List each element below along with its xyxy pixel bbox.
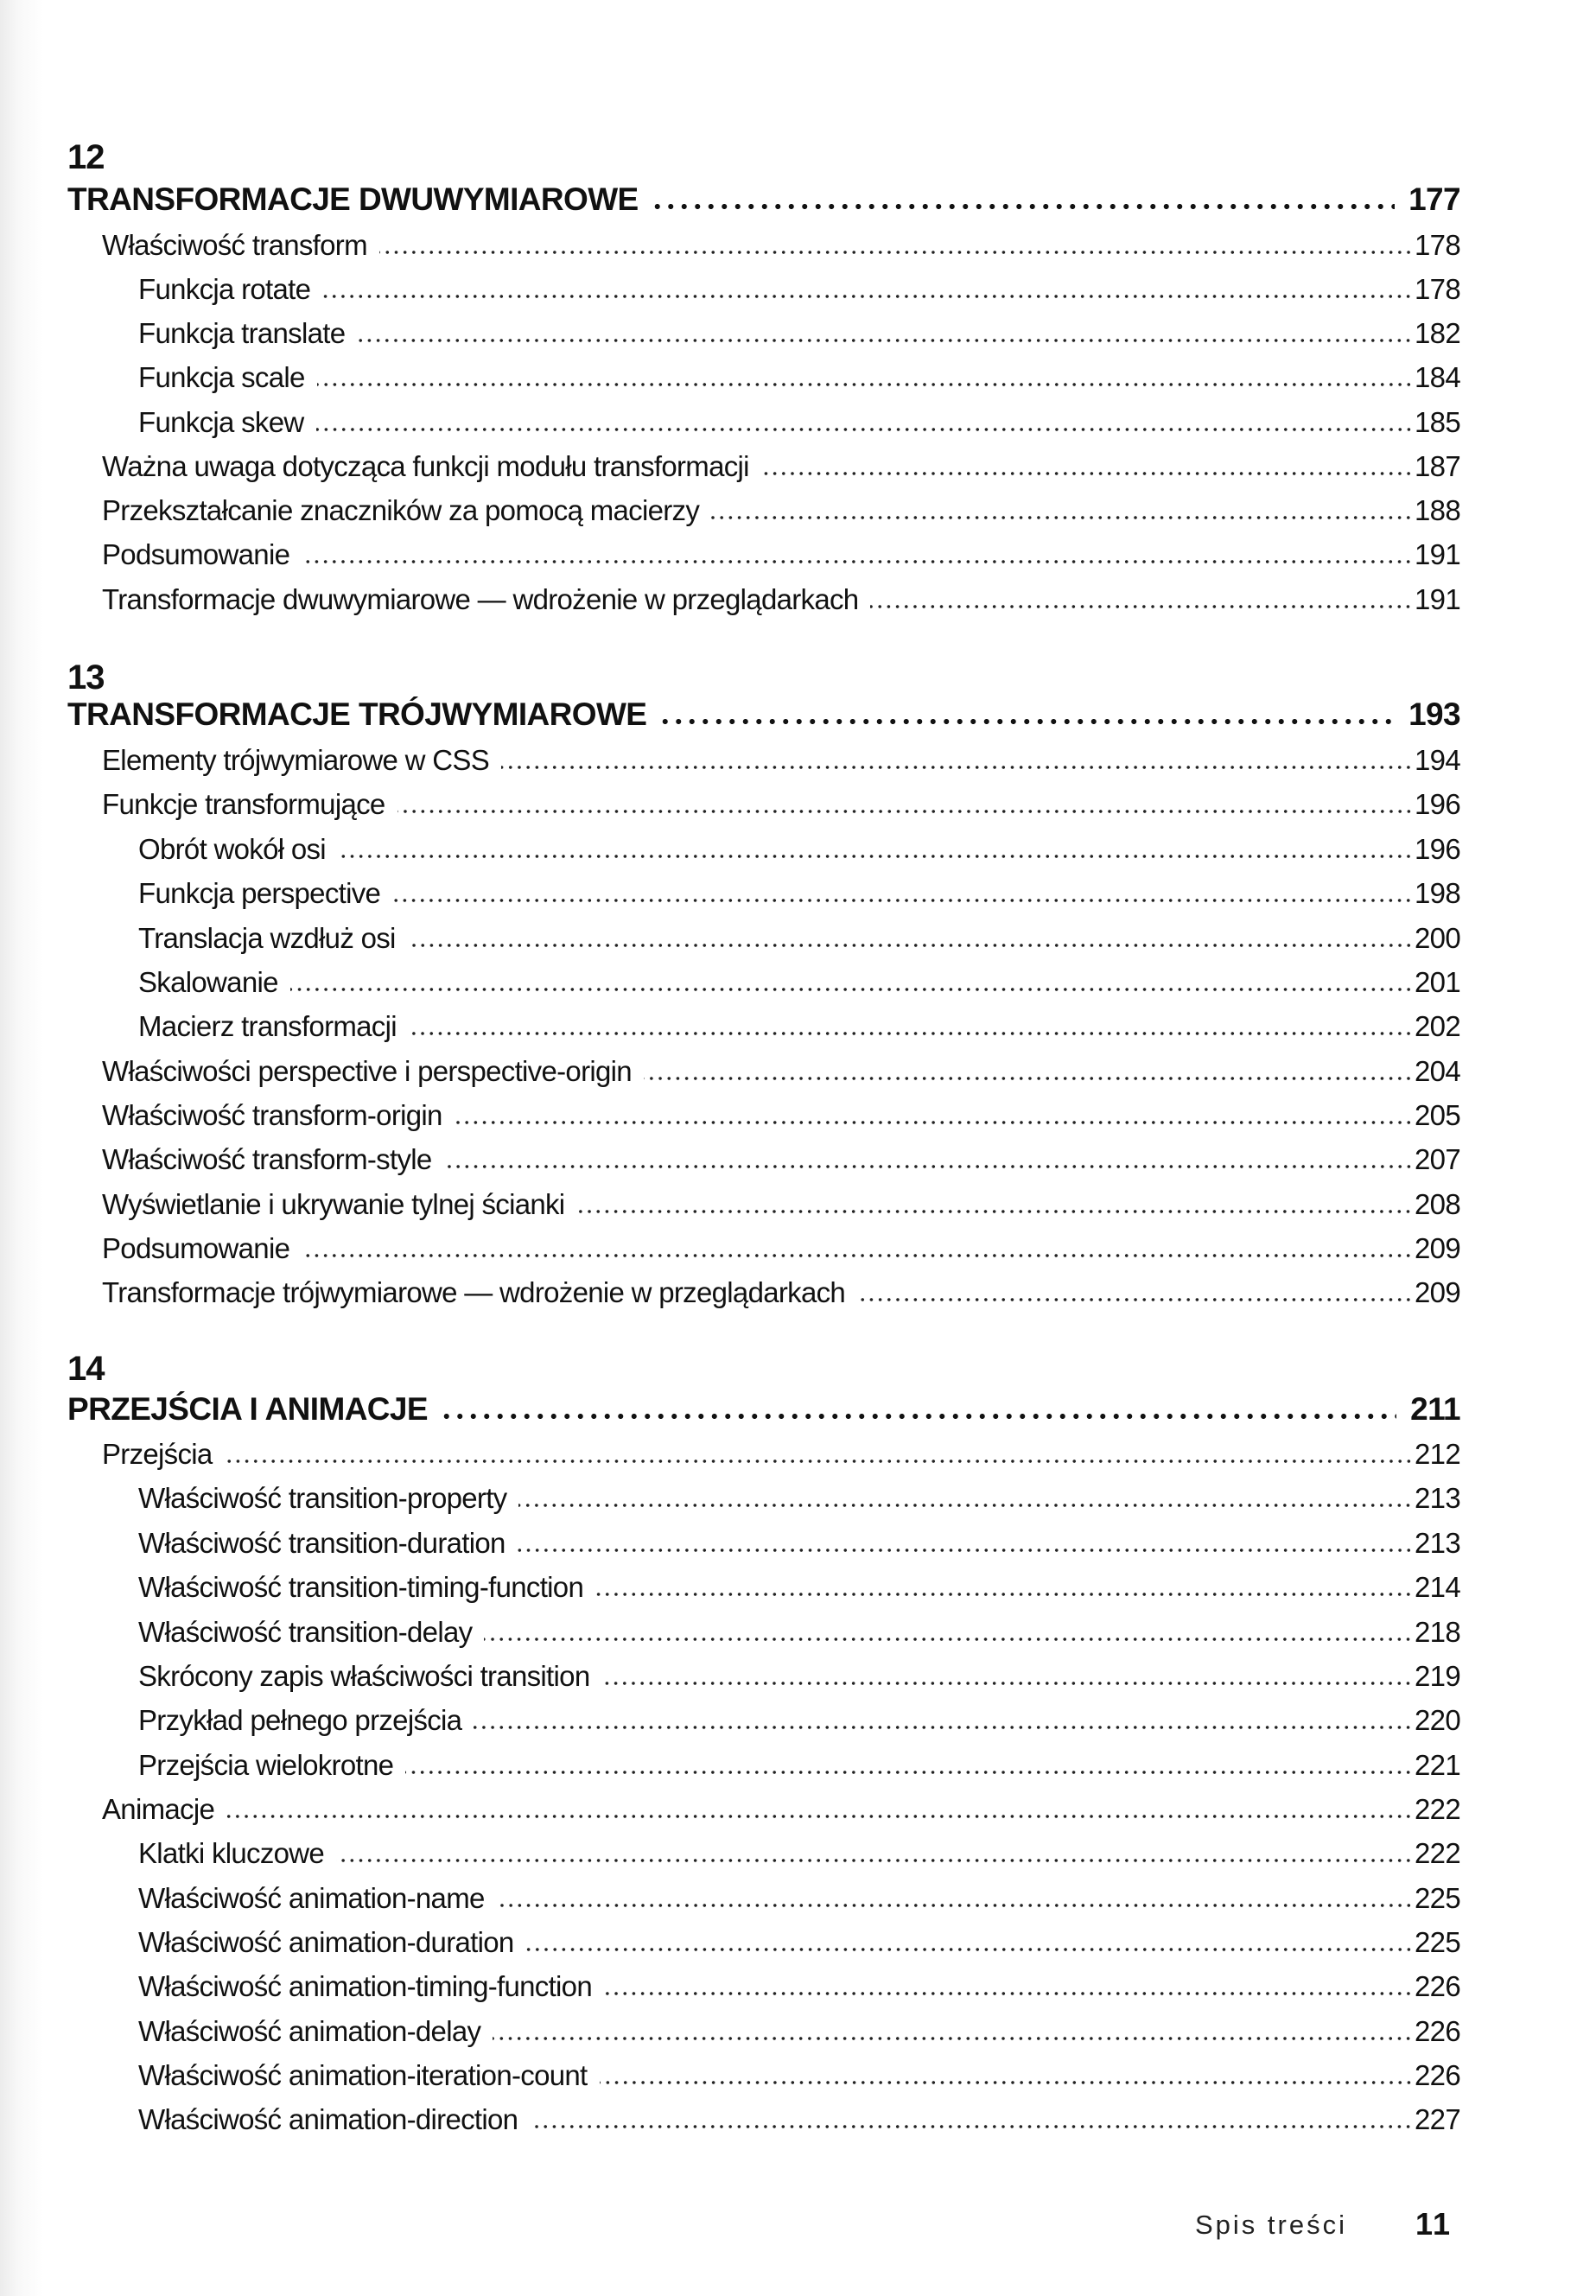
- chapter-page: 193: [1408, 696, 1460, 732]
- chapter-heading[interactable]: [67, 176, 1460, 219]
- toc-entry[interactable]: [102, 487, 1460, 530]
- entry-page: 225: [1415, 1882, 1460, 1914]
- entry-label: Funkcja translate: [138, 317, 346, 349]
- entry-label: Skalowanie: [138, 966, 278, 998]
- entry-label: Translacja wzdłuż osi: [138, 922, 396, 954]
- toc-entry[interactable]: [102, 1047, 1460, 1091]
- entry-page: 178: [1415, 273, 1460, 305]
- entry-label: Wyświetlanie i ukrywanie tylnej ścianki: [102, 1188, 565, 1220]
- entry-page: 200: [1415, 922, 1460, 954]
- dot-leader: [711, 514, 1413, 521]
- entry-label: Właściwość animation-timing-function: [138, 1970, 592, 2002]
- toc-entry[interactable]: [138, 914, 1460, 957]
- entry-page: 196: [1415, 788, 1460, 820]
- entry-label: Przykład pełnego przejścia: [138, 1704, 462, 1736]
- entry-label: Transformacje dwuwymiarowe — wdrożenie w przeglądarkach: [102, 583, 859, 615]
- entry-label: Przejścia wielokrotne: [138, 1749, 394, 1781]
- dot-leader: [501, 764, 1413, 771]
- entry-label: Podsumowanie: [102, 538, 290, 570]
- entry-label: Funkcja skew: [138, 406, 304, 438]
- dot-leader: [290, 986, 1413, 993]
- entry-label: Właściwość animation-delay: [138, 2015, 481, 2047]
- toc-entry[interactable]: [138, 1608, 1460, 1651]
- entry-page: 222: [1415, 1793, 1460, 1825]
- entry-label: Właściwość transform-style: [102, 1143, 432, 1175]
- entry-page: 191: [1415, 538, 1460, 570]
- toc-entry[interactable]: [138, 1696, 1460, 1739]
- dot-leader: [497, 1902, 1413, 1909]
- entry-page: 226: [1415, 1970, 1460, 2002]
- dot-leader: [397, 808, 1413, 815]
- toc-entry[interactable]: [138, 1474, 1460, 1517]
- entry-label: Funkcja perspective: [138, 877, 381, 909]
- dot-leader: [392, 897, 1413, 904]
- chapter-number: 13: [67, 658, 105, 696]
- chapter-number: 12: [67, 138, 105, 176]
- entry-label: Podsumowanie: [102, 1232, 290, 1264]
- dot-leader: [595, 1591, 1413, 1598]
- entry-page: 222: [1415, 1837, 1460, 1869]
- entry-label: Właściwość transition-timing-function: [138, 1571, 584, 1603]
- toc-entry[interactable]: [102, 1135, 1460, 1179]
- entry-page: 221: [1415, 1749, 1460, 1781]
- entry-page: 194: [1415, 744, 1460, 776]
- toc-entry[interactable]: [102, 1785, 1460, 1829]
- toc-entry[interactable]: [138, 869, 1460, 913]
- toc-entry[interactable]: [102, 736, 1460, 779]
- entry-page: 214: [1415, 1571, 1460, 1603]
- toc-entry[interactable]: [138, 958, 1460, 1002]
- dot-leader: [302, 1252, 1413, 1259]
- dot-leader: [440, 1411, 1396, 1421]
- toc-entry[interactable]: [138, 265, 1460, 308]
- toc-entry[interactable]: [138, 1741, 1460, 1784]
- toc-entry[interactable]: [138, 353, 1460, 397]
- entry-label: Przejścia: [102, 1438, 213, 1470]
- entry-page: 209: [1415, 1232, 1460, 1264]
- entry-label: Właściwość transition-delay: [138, 1616, 473, 1648]
- dot-leader: [651, 201, 1395, 212]
- dot-leader: [604, 1990, 1413, 1997]
- chapter-page: 177: [1408, 181, 1460, 217]
- toc-entry[interactable]: [138, 398, 1460, 442]
- entry-page: 207: [1415, 1143, 1460, 1175]
- dot-leader: [322, 293, 1413, 300]
- toc-entry[interactable]: [102, 442, 1460, 486]
- dot-leader: [226, 1813, 1413, 1820]
- entry-page: 188: [1415, 494, 1460, 526]
- dot-leader: [405, 1769, 1413, 1776]
- dot-leader: [857, 1296, 1413, 1303]
- toc-entry[interactable]: [138, 1002, 1460, 1046]
- footer-section-label: Spis treści: [1195, 2210, 1347, 2240]
- toc-entry[interactable]: [138, 1652, 1460, 1695]
- dot-leader: [474, 1724, 1413, 1731]
- dot-leader: [493, 2035, 1413, 2042]
- toc-entry[interactable]: [138, 1519, 1460, 1562]
- entry-label: Elementy trójwymiarowe w CSS: [102, 744, 490, 776]
- dot-leader: [484, 1636, 1413, 1643]
- entry-page: 182: [1415, 317, 1460, 349]
- entry-page: 226: [1415, 2015, 1460, 2047]
- entry-page: 185: [1415, 406, 1460, 438]
- entry-label: Skrócony zapis właściwości transition: [138, 1660, 590, 1692]
- chapter-title: PRZEJŚCIA I ANIMACJE: [67, 1391, 428, 1427]
- dot-leader: [644, 1075, 1413, 1082]
- dot-leader: [409, 1030, 1413, 1037]
- dot-leader: [600, 2079, 1414, 2086]
- entry-label: Funkcje transformujące: [102, 788, 385, 820]
- entry-page: 225: [1415, 1926, 1460, 1958]
- dot-leader: [302, 558, 1413, 565]
- toc-entry[interactable]: [102, 1269, 1460, 1312]
- entry-page: 201: [1415, 966, 1460, 998]
- dot-leader: [317, 381, 1413, 388]
- entry-label: Obrót wokół osi: [138, 833, 326, 865]
- toc-entry[interactable]: [138, 1874, 1460, 1918]
- dot-leader: [336, 1857, 1413, 1864]
- entry-page: 208: [1415, 1188, 1460, 1220]
- toc-entry[interactable]: [138, 2051, 1460, 2095]
- entry-page: 205: [1415, 1099, 1460, 1131]
- dot-leader: [658, 716, 1395, 727]
- dot-leader: [444, 1163, 1414, 1170]
- toc-entry[interactable]: [102, 1430, 1460, 1473]
- entry-label: Klatki kluczowe: [138, 1837, 325, 1869]
- toc-entry[interactable]: [102, 1224, 1460, 1268]
- entry-page: 187: [1415, 450, 1460, 482]
- dot-leader: [530, 2123, 1413, 2130]
- dot-leader: [316, 426, 1414, 433]
- dot-leader: [761, 470, 1413, 477]
- entry-page: 213: [1415, 1527, 1460, 1559]
- entry-label: Właściwość animation-direction: [138, 2103, 518, 2135]
- entry-label: Ważna uwaga dotycząca funkcji modułu transformacji: [102, 450, 749, 482]
- chapter-heading[interactable]: [67, 691, 1460, 735]
- entry-page: 184: [1415, 361, 1460, 393]
- toc-entry[interactable]: [102, 1180, 1460, 1224]
- entry-label: Funkcja rotate: [138, 273, 311, 305]
- entry-page: 226: [1415, 2059, 1460, 2091]
- entry-label: Transformacje trójwymiarowe — wdrożenie w przeglądarkach: [102, 1276, 846, 1308]
- dot-leader: [338, 853, 1413, 860]
- dot-leader: [518, 1502, 1413, 1509]
- entry-label: Właściwość transform: [102, 229, 367, 261]
- toc-entry[interactable]: [138, 1563, 1460, 1606]
- entry-page: 213: [1415, 1482, 1460, 1514]
- entry-page: 178: [1415, 229, 1460, 261]
- chapter-number: 14: [67, 1350, 105, 1388]
- chapter-title: TRANSFORMACJE DWUWYMIAROWE: [67, 181, 639, 217]
- entry-label: Animacje: [102, 1793, 215, 1825]
- entry-page: 198: [1415, 877, 1460, 909]
- entry-label: Właściwość transform-origin: [102, 1099, 442, 1131]
- entry-page: 212: [1415, 1438, 1460, 1470]
- toc-entry[interactable]: [102, 576, 1460, 619]
- entry-page: 209: [1415, 1276, 1460, 1308]
- toc-entry[interactable]: [102, 780, 1460, 824]
- entry-label: Właściwość transition-property: [138, 1482, 507, 1514]
- toc-entry[interactable]: [138, 2096, 1460, 2139]
- toc-entry[interactable]: [102, 531, 1460, 574]
- dot-leader: [225, 1458, 1413, 1465]
- dot-leader: [455, 1119, 1413, 1126]
- toc-entry[interactable]: [138, 1918, 1460, 1962]
- dot-leader: [357, 337, 1413, 344]
- entry-label: Właściwości perspective i perspective-origin: [102, 1055, 632, 1087]
- entry-label: Właściwość animation-name: [138, 1882, 485, 1914]
- chapter-title: TRANSFORMACJE TRÓJWYMIAROWE: [67, 696, 647, 732]
- toc-entry[interactable]: [102, 221, 1460, 264]
- entry-label: Właściwość transition-duration: [138, 1527, 506, 1559]
- entry-page: 227: [1415, 2103, 1460, 2135]
- toc-entry[interactable]: [102, 1091, 1460, 1135]
- entry-page: 219: [1415, 1660, 1460, 1692]
- entry-label: Macierz transformacji: [138, 1010, 397, 1042]
- toc-entry[interactable]: [138, 825, 1460, 868]
- toc-entry[interactable]: [138, 1829, 1460, 1873]
- entry-label: Właściwość animation-iteration-count: [138, 2059, 588, 2091]
- toc-entry[interactable]: [138, 1962, 1460, 2006]
- dot-leader: [526, 1946, 1413, 1953]
- entry-page: 191: [1415, 583, 1460, 615]
- entry-label: Funkcja scale: [138, 361, 305, 393]
- entry-page: 202: [1415, 1010, 1460, 1042]
- chapter-page: 211: [1410, 1391, 1460, 1427]
- dot-leader: [408, 942, 1413, 949]
- dot-leader: [379, 249, 1413, 256]
- dot-leader: [518, 1547, 1413, 1554]
- entry-page: 196: [1415, 833, 1460, 865]
- chapter-heading[interactable]: [67, 1386, 1460, 1429]
- entry-page: 204: [1415, 1055, 1460, 1087]
- entry-page: 220: [1415, 1704, 1460, 1736]
- dot-leader: [576, 1208, 1413, 1215]
- dot-leader: [870, 603, 1413, 610]
- toc-entry[interactable]: [138, 309, 1460, 353]
- entry-label: Przekształcanie znaczników za pomocą macierzy: [102, 494, 700, 526]
- toc-entry[interactable]: [138, 2007, 1460, 2051]
- entry-label: Właściwość animation-duration: [138, 1926, 514, 1958]
- entry-page: 218: [1415, 1616, 1460, 1648]
- dot-leader: [601, 1680, 1413, 1687]
- footer-page-number: 11: [1415, 2206, 1453, 2242]
